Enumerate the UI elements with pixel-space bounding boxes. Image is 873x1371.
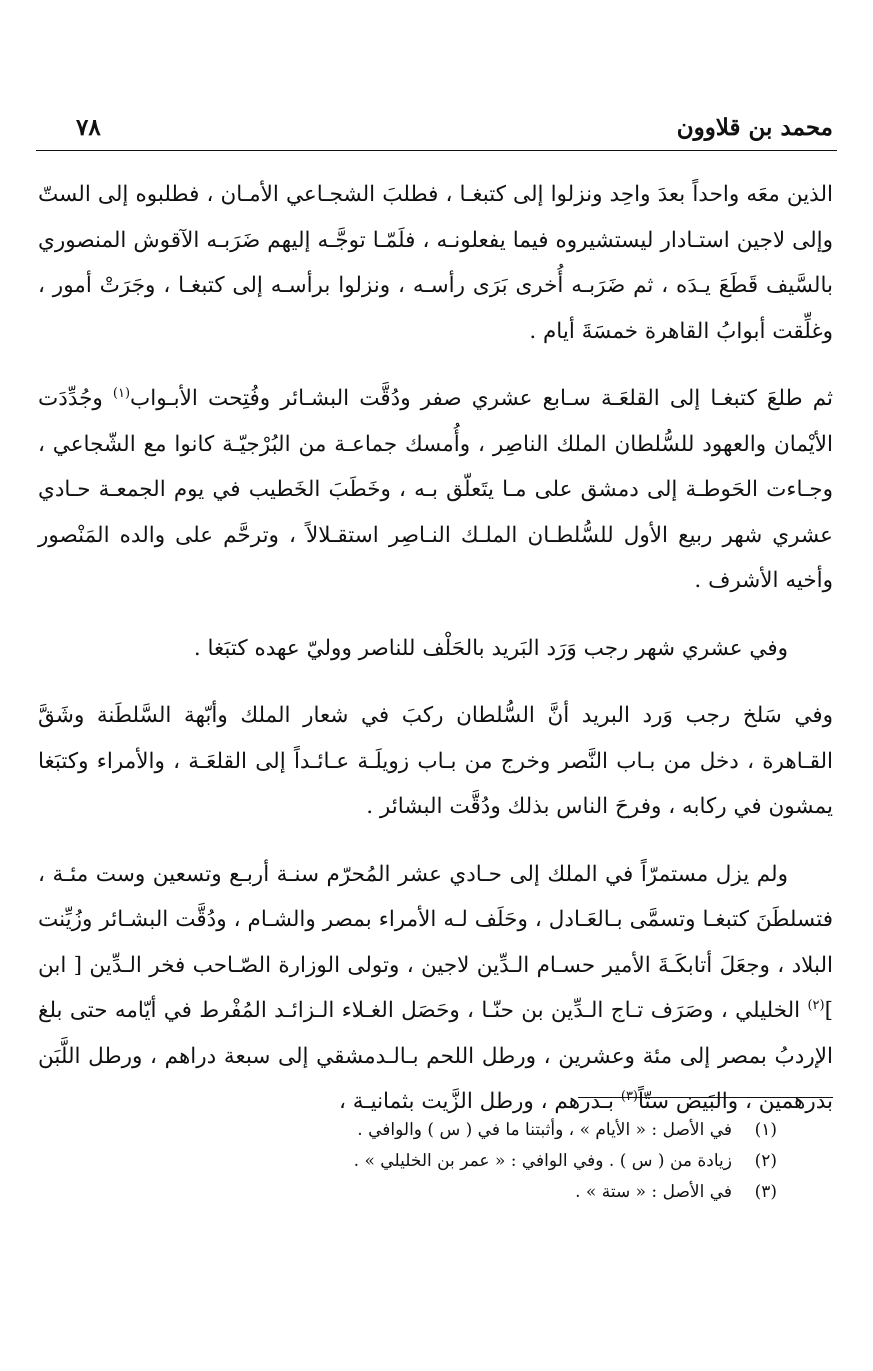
footnote-2-number: (٢) (754, 1151, 777, 1171)
paragraph-1 (38, 172, 833, 354)
footnote-1-number: (١) (754, 1120, 777, 1140)
footnote-3-number: (٣) (754, 1182, 777, 1202)
footnote-3-text: في الأصل : « ستة » . (575, 1182, 732, 1202)
paragraph-1-text: الذين معَه واحداً بعدَ واحِد ونزلوا إلى كتبغـا ، فطلبَ الشجـاعي الأمـان ، فطلبوه إلى الستّ وإلى لاجين استـادار ليستشيروه فيما يفعلونـه ، فلَمّـا توجَّـه إليهم ضَرَبـه الآقوش المنصوري بالسَّيف قَطَعَ يـدَه ، ثم ضَرَبـه أُخرى بَرَى رأسـه ، ونزلوا برأسـه إلى كتبغـا ، وجَرَتْ أمور ، وغلِّقت أبوابُ القاهرة خمسَةَ أيام . (38, 182, 833, 344)
footnote-ref-1: (١) (112, 385, 131, 401)
footnote-1-text: في الأصل : « الأيام » ، وأثبتنا ما في ( س ) والوافي . (357, 1120, 732, 1140)
footnote-divider (578, 1097, 833, 1098)
paragraph-4 (38, 693, 833, 830)
page-header (36, 110, 837, 151)
paragraph-5 (38, 852, 833, 1125)
footnote-2-text: زيادة من ( س ) . وفي الوافي : « عمر بن الخليلي » . (353, 1151, 732, 1171)
footnote-2 (100, 1146, 777, 1177)
paragraph-5-text-continued: الخليلي ، وصَرَف تـاج الـدِّين بن حنّـا ، وحَصَل الغـلاء الـزائـد المُفْرط في أيّامه حتى بلغ الإردبُ بمصر إلى مئة وعشرين ، ورطل اللحم بـالـدمشقي إلى سبعة دراهم ، ورطل اللَّبَن بدرهمين ، والبَيض ستّاً (38, 998, 833, 1114)
footnote-ref-2: (٢) (807, 997, 825, 1013)
main-text (38, 172, 833, 1147)
running-title: محمد بن قلاوون (676, 114, 833, 141)
paragraph-5-text: ولم يزل مستمرّاً في الملك إلى حـادي عشر المُحرّم سنـة أربـع وتسعين وست مئـة ، فتسلطَنَ كتبغـا وتسمَّى بـالعَـادل ، وحَلَف لـه الأمراء بمصر والشـام ، ودُقَّت البشـائر وزُيِّنت البلاد ، وجعَلَ أتابكَـةَ الأمير حسـام الـدِّين لاجين ، وتولى الوزارة الصّـاحب فخر الـدِّين [ ابن ] (38, 861, 833, 1023)
footnote-ref-3: (٣) (620, 1088, 638, 1104)
paragraph-2-text-continued: وجُدِّدَت الأيْمان والعهود للسُّلطان الملك الناصِر ، وأُمسك جماعـة من البُرْجيّـة كانوا مع الشّجاعي ، وجـاءت الحَوطـة إلى دمشق على مـا يتَعلّق بـه ، وخَطَبَ الخَطيب في يوم الجمعـة حـادي عشري شهر ربيع الأول للسُّلطـان الملـك النـاصِر استقـلالاً ، وترحَّم على والده المَنْصور وأخيه الأشرف . (38, 386, 833, 593)
footnote-1 (100, 1115, 777, 1146)
paragraph-2 (38, 376, 833, 604)
paragraph-4-text: وفي سَلخ رجب وَرد البريد أنَّ السُّلطان ركبَ في شعار الملك وأبّهة السَّلطَنة وشَقَّ القـاهرة ، دخل من بـاب النَّصر وخرج من بـاب زويلَـة عـائـداً إلى القلعَـة ، والأمراء وكتبَغا يمشون في ركابه ، وفرحَ الناس بذلك ودُقَّت البشائر . (38, 703, 833, 819)
paragraph-5-text-end: بـدرهم ، ورطل الزَّيت بثمانيـة ، (338, 1089, 621, 1114)
footnotes (100, 1115, 777, 1208)
paragraph-2-text: ثم طلعَ كتبغـا إلى القلعَـة سـابع عشري صفر ودُقَّت البشـائر وفُتِحت الأبـواب (130, 386, 833, 411)
paragraph-3 (38, 626, 833, 672)
paragraph-3-text: وفي عشري شهر رجب وَرَد البَريد بالحَلْف للناصر ووليّ عهده كتبَغا . (193, 635, 788, 661)
page-number: ٧٨ (76, 114, 101, 141)
footnote-3 (100, 1177, 777, 1208)
